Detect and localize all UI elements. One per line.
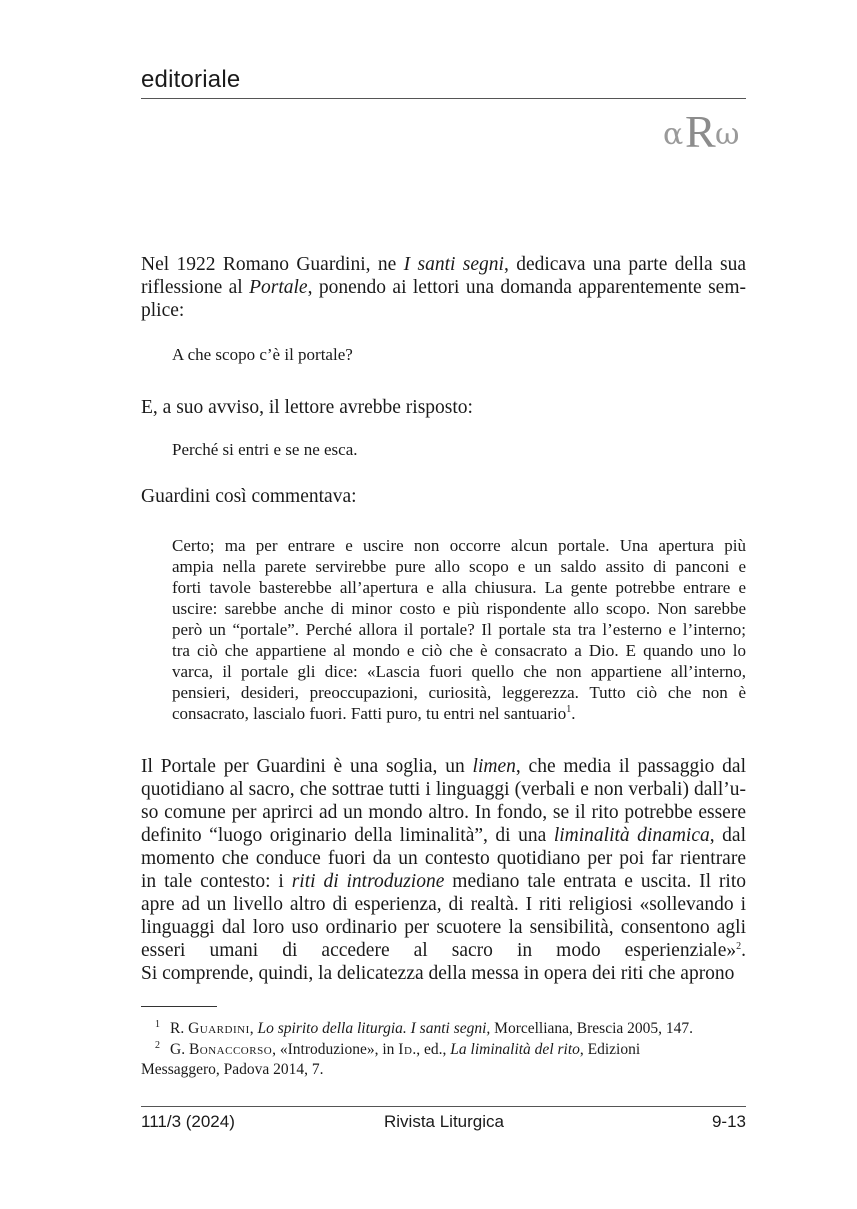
text-line: momento che conduce fuori da un contesto quotidiano per poi far rientrare [141, 848, 746, 869]
footnote-divider [141, 1006, 217, 1007]
footnote-line: $^1$ R. Guardini, Lo spirito della liturgia. I santi segni, Morcelliana, Brescia 2005, 147. [155, 1019, 694, 1037]
block-quote-line: Certo; ma per entrare e uscire non occorre alcun portale. Una apertura più [172, 536, 746, 555]
main-paragraph [141, 755, 746, 985]
italic-text: Portale [249, 277, 308, 298]
block-quote-line [172, 703, 746, 724]
italic-text: liminalità dinamica [553, 825, 710, 846]
footnote-line: Messaggero, Padova 2014, 7. [141, 1061, 324, 1078]
text-line: Si comprende, quindi, la delicatezza della messa in opera dei riti che aprono [141, 963, 735, 984]
block-quote-line: varca, il portale gli dice: «Lascia fuori quello che non appartiene all’interno, [172, 662, 746, 681]
intro-paragraph [141, 253, 746, 322]
text-line: quotidiano al sacro, che sottrae tutti i linguaggi (verbali e non verbali) dall’u- [141, 779, 746, 800]
footer-issue: 111/3 (2024) [141, 1112, 235, 1131]
author-name: Guardini [188, 1020, 250, 1037]
quote-answer: Perché si entri e se ne esca. [172, 440, 358, 459]
italic-text: Lo spirito della liturgia. I santi segni, [257, 1020, 491, 1037]
text-line: so comune per aprirci ad un mondo altro. In fondo, se il rito potrebbe essere [141, 802, 746, 823]
text-line: Nel 1922 Romano Guardini, ne I santi segni, dedicava una parte della sua [141, 254, 746, 275]
block-quote-line: ampia nella parete servirebbe pure allo scopo e un saldo assito di panconi e [172, 557, 746, 576]
paragraph-commentary-intro: Guardini così commentava: [141, 486, 357, 507]
footer-journal: Rivista Liturgica [384, 1112, 504, 1131]
text-line: riflessione al Portale, ponendo ai lettori una domanda apparentemente sem- [141, 277, 746, 298]
text-line: in tale contesto: i riti di introduzione mediano tale entrata e uscita. Il rito [141, 871, 746, 892]
text-line: linguaggi dal loro uso ordinario per scuotere la sensibilità, consentono agli [141, 917, 746, 938]
italic-text: I santi segni [403, 254, 504, 275]
author-name: Bonaccorso [188, 1041, 273, 1058]
italic-text: riti di introduzione [291, 871, 445, 892]
quote-question: A che scopo c’è il portale? [172, 345, 353, 364]
block-quote-line: tra ciò che appartiene al mondo e ciò che è consacrato a Dio. E quando uno lo [172, 641, 746, 660]
section-title: editoriale [141, 66, 241, 93]
block-quote-text: consacrato, lascialo fuori. Fatti puro, tu entri nel santuario [172, 704, 567, 723]
block-quote-line: uscire: sarebbe anche di minor costo e più rispondente allo scopo. Non sarebbe [172, 599, 746, 618]
header-divider [141, 98, 746, 99]
footer-pages: 9-13 [711, 1112, 746, 1131]
logo-alpha: α [663, 117, 684, 152]
author-name: Id [398, 1041, 413, 1058]
footer-divider [141, 1106, 746, 1107]
footnote-line: $^2$ G. Bonaccorso, «Introduzione», in Id., ed., La liminalità del rito, Edizioni [155, 1040, 641, 1058]
text-line: apre ad un livello altro di esperienza, di realtà. I riti religiosi «sollevando i [141, 894, 746, 915]
block-quote-line: pensieri, desideri, preoccupazioni, curiosità, leggerezza. Tutto ciò che non è [172, 683, 746, 702]
text-line: definito “luogo originario della liminalità”, di una liminalità dinamica, dal [141, 825, 746, 846]
logo-omega: ω [715, 117, 740, 152]
footnote-2 [141, 1036, 746, 1080]
footnote-number: 1 [155, 1019, 160, 1030]
block-quote-line: forti tavole basterebbe all’apertura e alla chiusura. La gente potrebbe entrare e [172, 578, 746, 597]
footnote-number: 2 [155, 1040, 160, 1051]
italic-text: La liminalità del rito [450, 1041, 580, 1058]
text-line: plice: [141, 300, 185, 321]
block-quote-line: però un “portale”. Perché allora il portale? Il portale sta tra l’esterno e l’interno; [172, 620, 746, 639]
block-quote-end: . [571, 704, 576, 723]
text-line: Il Portale per Guardini è una soglia, un limen, che media il passaggio dal [141, 756, 746, 777]
journal-logo [663, 106, 747, 157]
footnote-ref-1[interactable]: 1 [566, 704, 572, 715]
paragraph-answer-intro: E, a suo avviso, il lettore avrebbe risposto: [141, 397, 473, 418]
block-quote [172, 535, 746, 724]
footnote-ref-2[interactable]: 2 [736, 941, 742, 952]
logo-r: R [685, 106, 716, 157]
italic-text: limen [472, 756, 516, 777]
text-line: esseri umani di accedere al sacro in modo esperienziale»$^2$. [141, 940, 746, 961]
